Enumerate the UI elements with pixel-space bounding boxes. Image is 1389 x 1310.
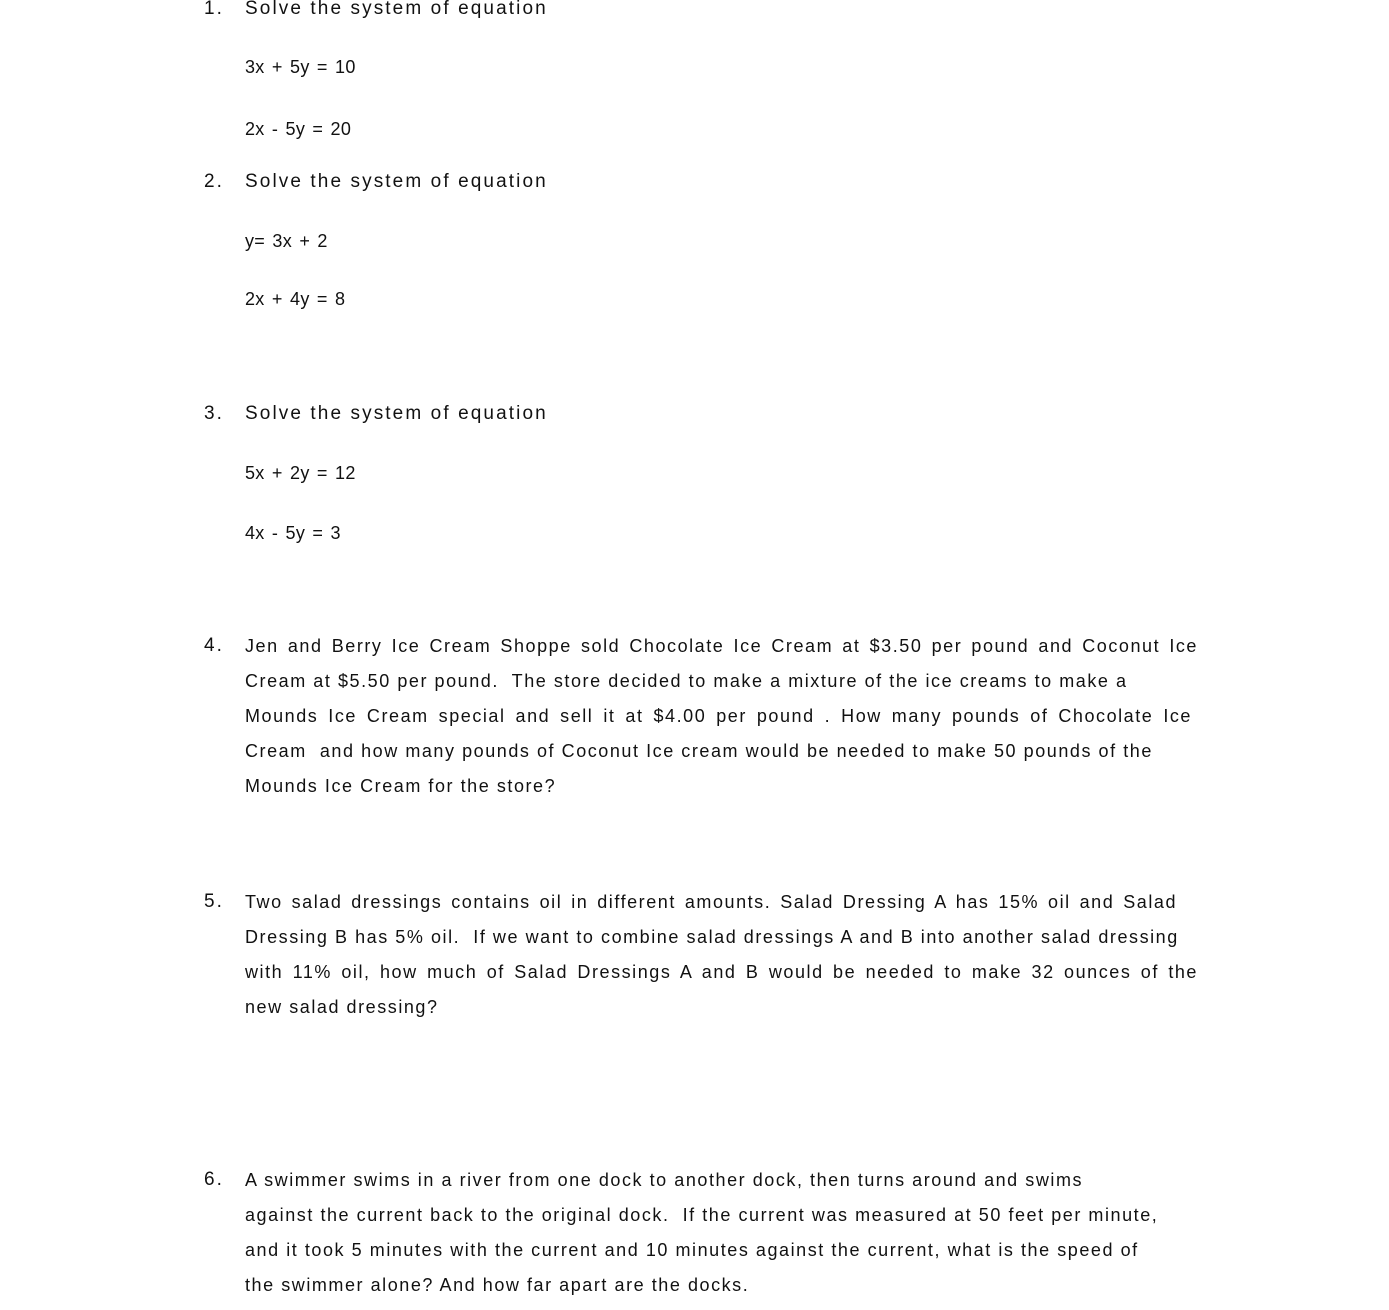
problem-line: Mounds Ice Cream special and sell it at $4.00 per pound . How many pounds of Chocolate Ice [245,706,1192,726]
problem-line: with 11% oil, how much of Salad Dressings A and B would be needed to make 32 ounces of the [245,962,1198,982]
problem-number: 1. [204,0,224,19]
problem-number: 5. [204,891,224,912]
equation: 2x + 4y = 8 [245,289,346,309]
problem-line: Cream and how many pounds of Coconut Ice cream would be needed to make 50 pounds of the [245,741,1153,761]
equation: 2x - 5y = 20 [245,119,352,139]
problem-line: A swimmer swims in a river from one dock to another dock, then turns around and swims [245,1170,1084,1190]
problem-line: the swimmer alone? And how far apart are the docks. [245,1275,750,1295]
problem-line: new salad dressing? [245,997,439,1017]
problem-text [245,890,1225,1030]
problem-line: Two salad dressings contains oil in different amounts. Salad Dressing A has 15% oil and Salad [245,892,1177,912]
problem-text [245,634,1225,809]
problem-number: 6. [204,1169,224,1190]
problem-line: against the current back to the original dock. If the current was measured at 50 feet per minute, [245,1205,1159,1225]
problem-heading: Solve the system of equation [245,171,548,192]
equation: 3x + 5y = 10 [245,57,356,77]
problem-line: Mounds Ice Cream for the store? [245,776,557,796]
problem-line: Dressing B has 5% oil. If we want to combine salad dressings A and B into another salad dressing [245,927,1179,947]
problem-heading: Solve the system of equation [245,0,548,19]
equation: y= 3x + 2 [245,231,328,251]
problem-line: Jen and Berry Ice Cream Shoppe sold Chocolate Ice Cream at $3.50 per pound and Coconut Ice [245,636,1198,656]
problem-line: Cream at $5.50 per pound. The store decided to make a mixture of the ice creams to make a [245,671,1128,691]
problem-line: and it took 5 minutes with the current and 10 minutes against the current, what is the speed of [245,1240,1139,1260]
equation: 5x + 2y = 12 [245,463,356,483]
problem-number: 2. [204,171,224,192]
problem-number: 3. [204,403,224,424]
equation: 4x - 5y = 3 [245,523,341,543]
problem-number: 4. [204,635,224,656]
problem-heading: Solve the system of equation [245,403,548,424]
problem-text [245,1168,1225,1308]
